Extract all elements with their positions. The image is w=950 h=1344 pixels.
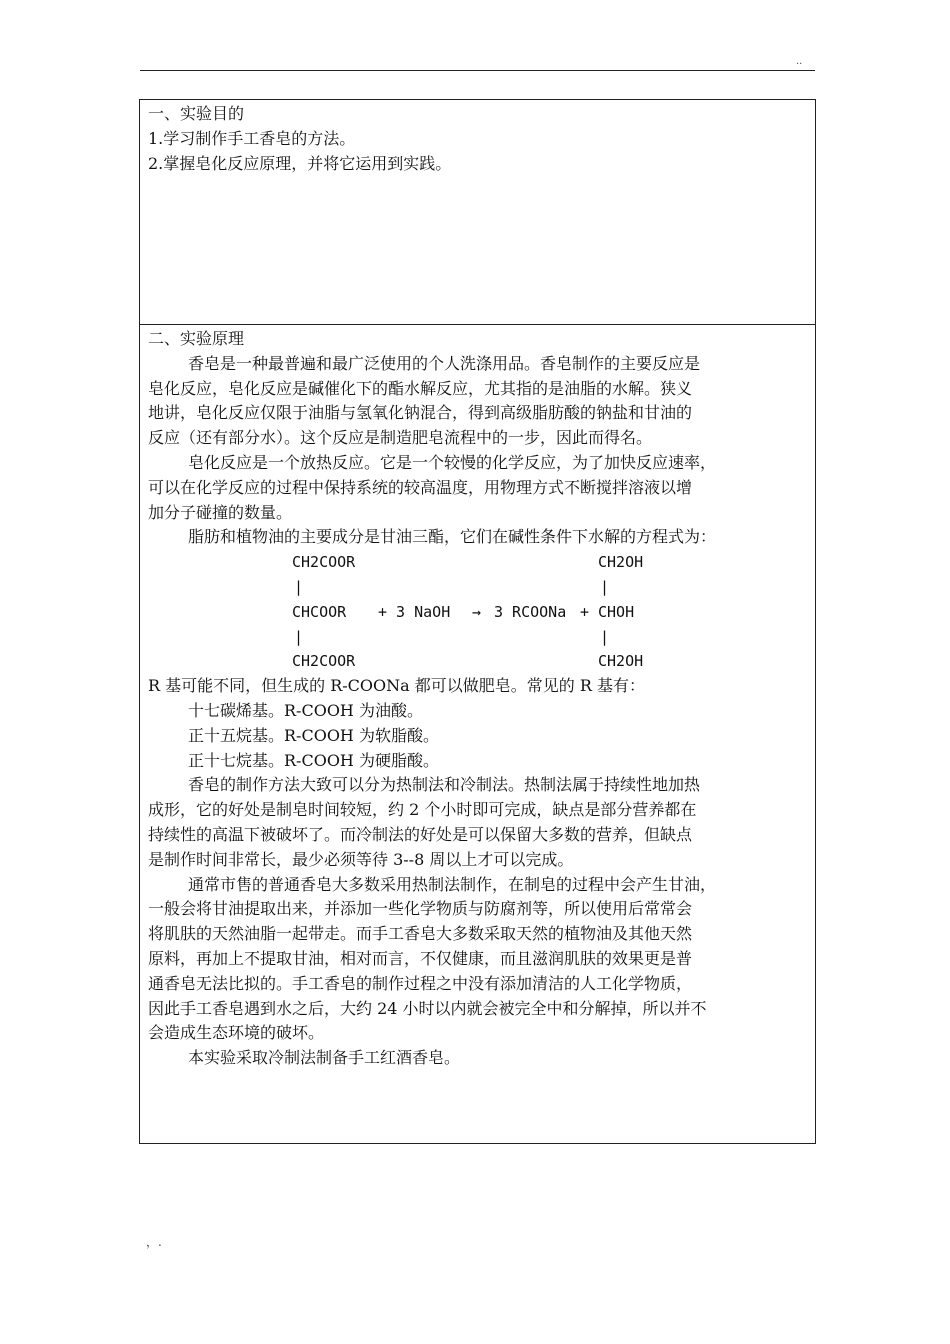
paragraph-line: 是制作时间非常长，最少必须等待 3--8 周以上才可以完成。 [148,849,574,869]
paragraph-line: 地讲，皂化反应仅限于油脂与氢氧化钠混合，得到高级脂肪酸的钠盐和甘油的 [148,403,693,423]
paragraph-line: 可以在化学反应的过程中保持系统的较高温度，用物理方式不断搅拌溶液以增 [148,477,693,497]
header-mark: .. [796,56,803,67]
section-title-principle: 二、实验原理 [148,329,245,348]
paragraph-line: 本实验采取冷制法制备手工红酒香皂。 [188,1048,461,1068]
eq-product: 3 RCOONa [494,603,567,622]
eq-left-mid: CHCOOR [292,603,347,622]
paragraph-line: 通香皂无法比拟的。手工香皂的制作过程之中没有添加清洁的人工化学物质， [148,973,693,993]
purpose-item: 1.学习制作手工香皂的方法。 [148,128,356,148]
paragraph-line: 将肌肤的天然油脂一起带走。而手工香皂大多数采取天然的植物油及其他天然 [148,924,693,944]
paragraph-line: 持续性的高温下被破坏了。而冷制法的好处是可以保留大多数的营养，但缺点 [148,824,693,844]
paragraph-line: 皂化反应，皂化反应是碱催化下的酯水解反应，尤其指的是油脂的水解。狭义 [148,378,693,398]
paragraph-line: 香皂的制作方法大致可以分为热制法和冷制法。热制法属于持续性地加热 [188,775,701,795]
purpose-item: 2.掌握皂化反应原理，并将它运用到实践。 [148,153,452,173]
experiment-table [139,99,816,1144]
paragraph-line: R 基可能不同，但生成的 R-COONa 都可以做肥皂。常见的 R 基有： [148,676,645,696]
section-title-purpose: 一、实验目的 [148,104,245,123]
eq-plus: + [580,603,590,622]
principle-cell [140,325,815,1143]
eq-bond: | [294,578,304,597]
paragraph-line: 成形，它的好处是制皂时间较短，约 2 个小时即可完成，缺点是部分营养都在 [148,800,697,820]
eq-right-top: CH2OH [598,553,644,572]
paragraph-line: 因此手工香皂遇到水之后，大约 24 小时以内就会被完全中和分解掉，所以并不 [148,998,707,1018]
paragraph-line: 加分子碰撞的数量。 [148,502,293,522]
eq-bond: | [294,628,304,647]
paragraph-line: 脂肪和植物油的主要成分是甘油三酯，它们在碱性条件下水解的方程式为： [188,527,717,547]
eq-left-top: CH2COOR [292,553,356,572]
paragraph-line: 一般会将甘油提取出来，并添加一些化学物质与防腐剂等，所以使用后常常会 [148,899,693,919]
eq-left-bottom: CH2COOR [292,652,356,671]
eq-reagent: + 3 NaOH [378,603,451,622]
eq-bond: | [600,628,610,647]
footer-mark: ，. [146,1235,162,1249]
eq-arrow: → [472,603,482,622]
r-group-item: 十七碳烯基。R-COOH 为油酸。 [188,700,423,720]
eq-right-mid: CHOH [598,603,635,622]
r-group-item: 正十七烷基。R-COOH 为硬脂酸。 [188,750,439,770]
paragraph-line: 反应（还有部分水）。这个反应是制造肥皂流程中的一步，因此而得名。 [148,428,653,448]
header-rule [140,70,815,71]
saponification-equation [148,550,807,674]
paragraph-line: 会造成生态环境的破坏。 [148,1023,325,1043]
eq-bond: | [600,578,610,597]
paragraph-line: 香皂是一种最普遍和最广泛使用的个人洗涤用品。香皂制作的主要反应是 [188,353,701,373]
paragraph-line: 原料，再加上不提取甘油，相对而言，不仅健康，而且滋润肌肤的效果更是普 [148,948,693,968]
paragraph-line: 通常市售的普通香皂大多数采用热制法制作，在制皂的过程中会产生甘油， [188,874,717,894]
eq-right-bottom: CH2OH [598,652,644,671]
r-group-item: 正十五烷基。R-COOH 为软脂酸。 [188,725,439,745]
purpose-cell [140,100,815,325]
paragraph-line: 皂化反应是一个放热反应。它是一个较慢的化学反应，为了加快反应速率， [188,452,717,472]
